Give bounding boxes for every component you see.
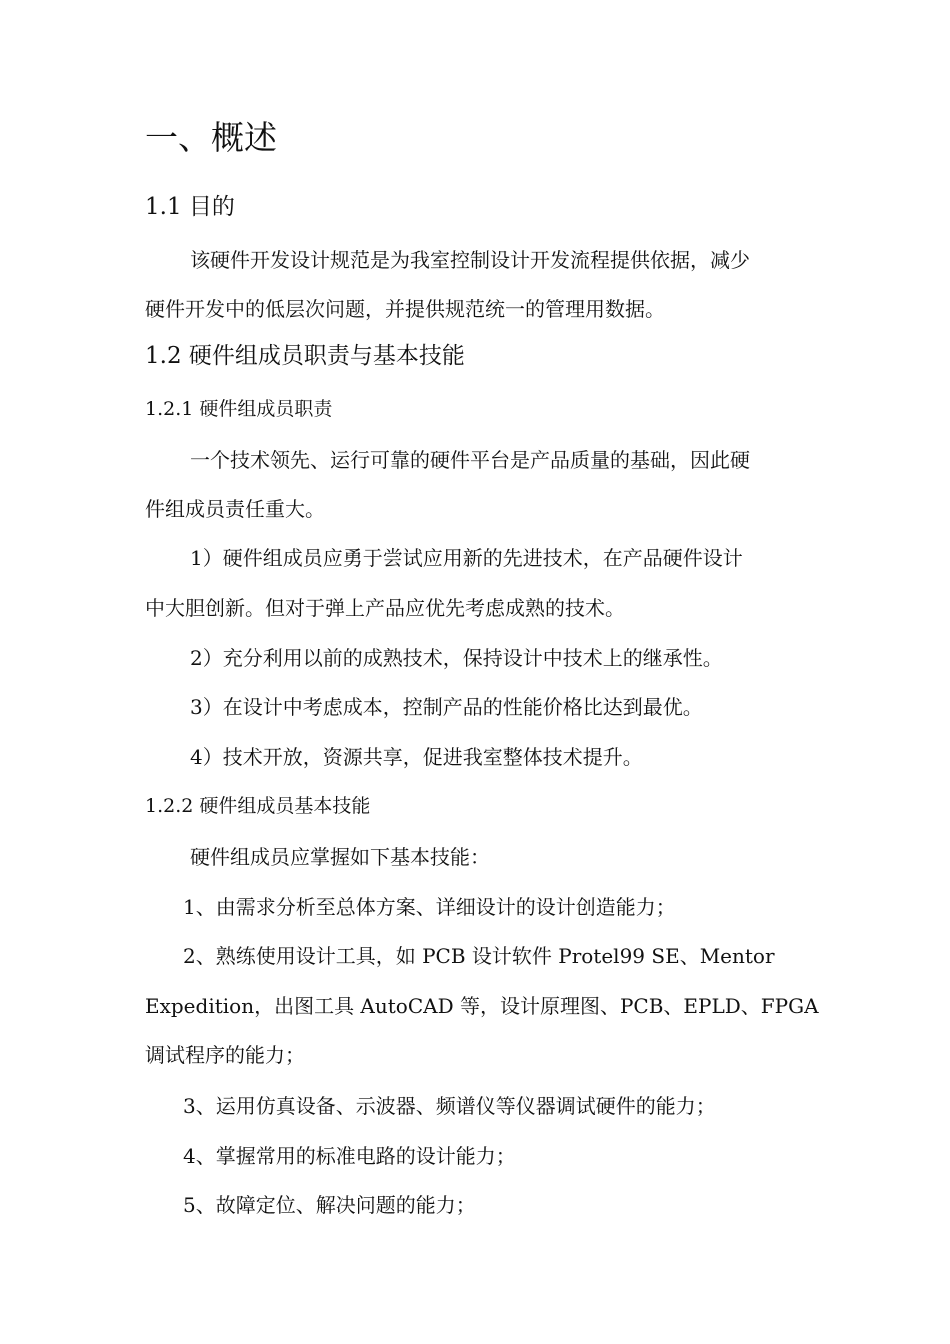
list-item: 3、运用仿真设备、示波器、频谱仪等仪器调试硬件的能力； — [183, 1094, 716, 1118]
subsection-heading-1-2-2: 1.2.2 硬件组成员基本技能 — [145, 795, 371, 817]
paragraph-line: 该硬件开发设计规范是为我室控制设计开发流程提供依据，减少 — [190, 248, 750, 272]
paragraph-line: 硬件开发中的低层次问题，并提供规范统一的管理用数据。 — [145, 297, 665, 321]
list-item-continuation: 调试程序的能力； — [145, 1043, 305, 1067]
list-item-continuation: 中大胆创新。但对于弹上产品应优先考虑成熟的技术。 — [145, 596, 625, 620]
list-item: 4、掌握常用的标准电路的设计能力； — [183, 1144, 516, 1168]
list-item: 1、由需求分析至总体方案、详细设计的设计创造能力； — [183, 895, 676, 919]
section-heading-1-2: 1.2 硬件组成员职责与基本技能 — [145, 343, 465, 369]
chapter-heading: 一、概述 — [145, 118, 277, 157]
list-item: 2、熟练使用设计工具，如 PCB 设计软件 Protel99 SE、Mentor — [183, 944, 775, 968]
list-item: 2）充分利用以前的成熟技术，保持设计中技术上的继承性。 — [190, 646, 723, 670]
list-item: 1）硬件组成员应勇于尝试应用新的先进技术，在产品硬件设计 — [190, 546, 743, 570]
list-item: 4）技术开放，资源共享，促进我室整体技术提升。 — [190, 745, 643, 769]
section-heading-1-1: 1.1 目的 — [145, 194, 235, 220]
list-item-continuation: Expedition，出图工具 AutoCAD 等，设计原理图、PCB、EPLD、FPGA — [145, 994, 819, 1018]
list-item: 3）在设计中考虑成本，控制产品的性能价格比达到最优。 — [190, 695, 703, 719]
list-item: 5、故障定位、解决问题的能力； — [183, 1193, 476, 1217]
subsection-heading-1-2-1: 1.2.1 硬件组成员职责 — [145, 398, 333, 420]
paragraph-line: 一个技术领先、运行可靠的硬件平台是产品质量的基础，因此硬 — [190, 448, 750, 472]
paragraph-line: 件组成员责任重大。 — [145, 497, 325, 521]
paragraph-line: 硬件组成员应掌握如下基本技能： — [190, 845, 490, 869]
